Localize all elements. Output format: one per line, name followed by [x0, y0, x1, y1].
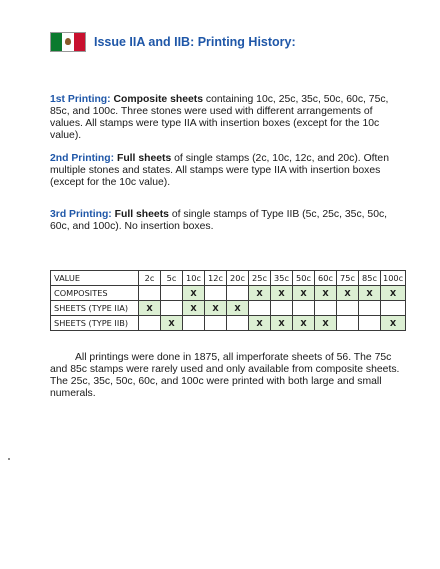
mexico-flag-icon: [50, 32, 86, 52]
table-cell: [271, 301, 293, 316]
column-header: 50c: [293, 271, 315, 286]
table-cell: [161, 301, 183, 316]
row-label: SHEETS (TYPE IIB): [51, 316, 139, 331]
table-cell: [293, 301, 315, 316]
column-header: 12c: [205, 271, 227, 286]
table-cell: [249, 301, 271, 316]
table-cell: [381, 301, 406, 316]
table-cell: [161, 286, 183, 301]
printing-2-label: 2nd Printing:: [50, 153, 115, 164]
column-header: 35c: [271, 271, 293, 286]
table-cell: [139, 316, 161, 331]
printing-3-paragraph: [50, 209, 405, 233]
printing-1-label: 1st Printing:: [50, 94, 111, 105]
printing-2-sheet-type: Full sheets: [116, 153, 172, 164]
table-row-sheets-type-iib: [51, 316, 406, 331]
table-cell: X: [271, 316, 293, 331]
table-cell: [205, 316, 227, 331]
table-cell: [359, 316, 381, 331]
row-label: SHEETS (TYPE IIA): [51, 301, 139, 316]
table-header-label: VALUE: [51, 271, 139, 286]
table-cell: X: [381, 286, 406, 301]
table-cell: X: [381, 316, 406, 331]
table-cell: [139, 286, 161, 301]
table-cell: [205, 286, 227, 301]
column-header: 10c: [183, 271, 205, 286]
table-cell: [227, 316, 249, 331]
table-cell: X: [271, 286, 293, 301]
table-cell: X: [161, 316, 183, 331]
table-cell: [315, 301, 337, 316]
table-cell: [337, 301, 359, 316]
table-cell: X: [183, 301, 205, 316]
page-title: Issue IIA and IIB: Printing History:: [94, 35, 296, 49]
table-cell: X: [249, 286, 271, 301]
table-cell: X: [293, 286, 315, 301]
printing-table: [50, 270, 406, 331]
table-cell: X: [205, 301, 227, 316]
printing-3-label: 3rd Printing:: [50, 209, 112, 220]
printing-1-sheet-type: Composite sheets: [113, 94, 204, 105]
table-row-sheets-type-iia: [51, 301, 406, 316]
column-header: 100c: [381, 271, 406, 286]
printing-2-text: of single stamps (2c, 10c, 12c, and 20c). Often multiple stones and states. All stamps were type IIA with insertion boxes (except for the 10c value).: [50, 153, 389, 188]
table-cell: X: [337, 286, 359, 301]
table-header-row: [51, 271, 406, 286]
table-cell: X: [183, 286, 205, 301]
table-cell: [227, 286, 249, 301]
row-label: COMPOSITES: [51, 286, 139, 301]
table-row-composites: [51, 286, 406, 301]
table-cell: X: [359, 286, 381, 301]
printing-2-paragraph: [50, 153, 405, 189]
column-header: 60c: [315, 271, 337, 286]
table-cell: X: [139, 301, 161, 316]
table-cell: X: [315, 286, 337, 301]
column-header: 20c: [227, 271, 249, 286]
printing-1-text: containing 10c, 25c, 35c, 50c, 60c, 75c, 85c, and 100c. Three stones were used with different arrangements of values. All stamps were type IIA with insertion boxes (except for the 10c value).: [50, 94, 389, 141]
table-cell: [337, 316, 359, 331]
table-cell: X: [293, 316, 315, 331]
table-cell: [359, 301, 381, 316]
footer-note: All printings were done in 1875, all imperforate sheets of 56. The 75c and 85c stamps were rarely used and only available from composite sheets. The 25c, 35c, 50c, 60c, and 100c were printed with both large and small numerals.: [50, 352, 400, 399]
scan-speck: [8, 458, 10, 460]
column-header: 25c: [249, 271, 271, 286]
table-cell: X: [249, 316, 271, 331]
table-cell: X: [315, 316, 337, 331]
table-cell: [183, 316, 205, 331]
column-header: 85c: [359, 271, 381, 286]
printing-3-text: of single stamps of Type IIB (5c, 25c, 35c, 50c, 60c, and 100c). No insertion boxes.: [50, 209, 388, 232]
section-header: [50, 32, 296, 52]
column-header: 2c: [139, 271, 161, 286]
printing-1-paragraph: [50, 94, 405, 142]
column-header: 75c: [337, 271, 359, 286]
printing-3-sheet-type: Full sheets: [114, 209, 169, 220]
column-header: 5c: [161, 271, 183, 286]
table-cell: X: [227, 301, 249, 316]
